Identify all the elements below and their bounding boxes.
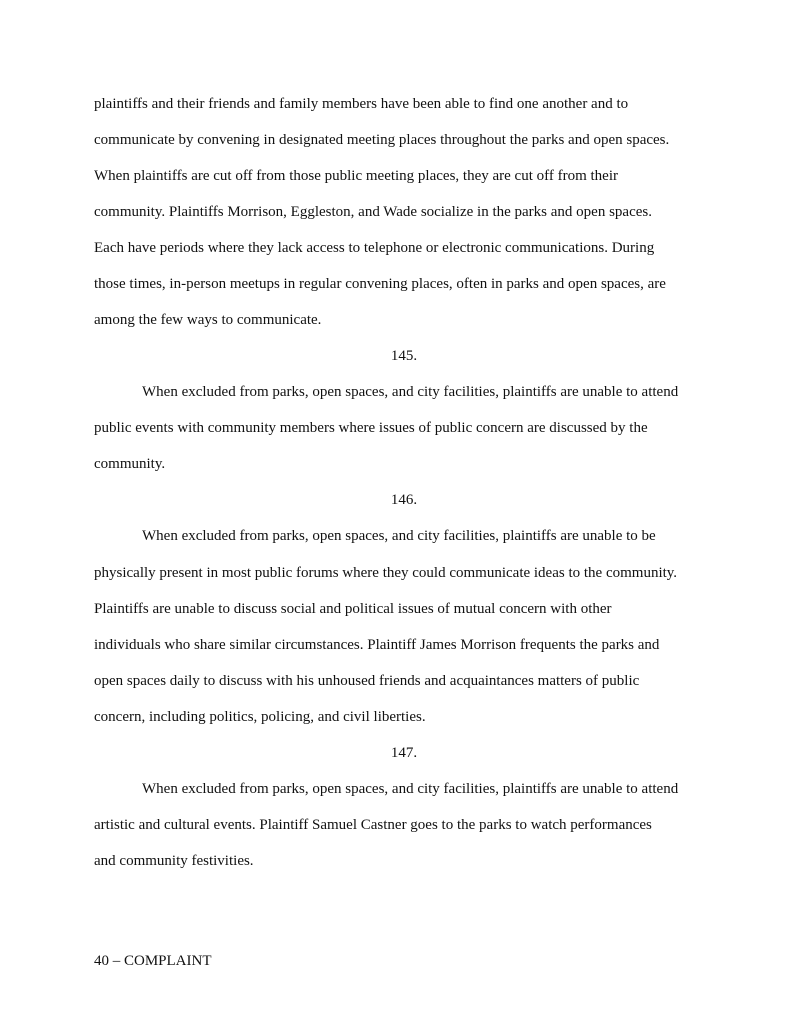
text-line: and community festivities. (94, 853, 254, 869)
text-line: individuals who share similar circumstances. Plaintiff James Morrison frequents the parks and (94, 637, 660, 653)
text-line: community. Plaintiffs Morrison, Eggleston, and Wade socialize in the parks and open spaces. (94, 204, 652, 220)
text-line: artistic and cultural events. Plaintiff Samuel Castner goes to the parks to watch performances (94, 817, 652, 833)
paragraph-number: 145. (390, 348, 418, 364)
text-line: public events with community members where issues of public concern are discussed by the (94, 420, 648, 436)
text-line: When plaintiffs are cut off from those public meeting places, they are cut off from their (94, 168, 618, 184)
text-line: When excluded from parks, open spaces, and city facilities, plaintiffs are unable to attend (142, 781, 679, 797)
page-footer: 40 – COMPLAINT (94, 953, 212, 969)
text-line: community. (94, 456, 166, 472)
text-line: When excluded from parks, open spaces, and city facilities, plaintiffs are unable to attend (142, 384, 679, 400)
text-line: Plaintiffs are unable to discuss social and political issues of mutual concern with other (94, 601, 612, 617)
text-line: communicate by convening in designated meeting places throughout the parks and open spaces. (94, 132, 670, 148)
text-line: physically present in most public forums where they could communicate ideas to the community. (94, 565, 678, 581)
text-line: among the few ways to communicate. (94, 312, 322, 328)
text-line: plaintiffs and their friends and family members have been able to find one another and to (94, 96, 629, 112)
text-line: Each have periods where they lack access to telephone or electronic communications. During (94, 240, 655, 256)
text-line: open spaces daily to discuss with his unhoused friends and acquaintances matters of public (94, 673, 640, 689)
paragraph-number: 147. (390, 745, 418, 761)
text-line: When excluded from parks, open spaces, and city facilities, plaintiffs are unable to be (142, 528, 656, 544)
paragraph-number: 146. (390, 492, 418, 508)
text-line: those times, in-person meetups in regular convening places, often in parks and open spaces, are (94, 276, 666, 292)
text-line: concern, including politics, policing, and civil liberties. (94, 709, 426, 725)
